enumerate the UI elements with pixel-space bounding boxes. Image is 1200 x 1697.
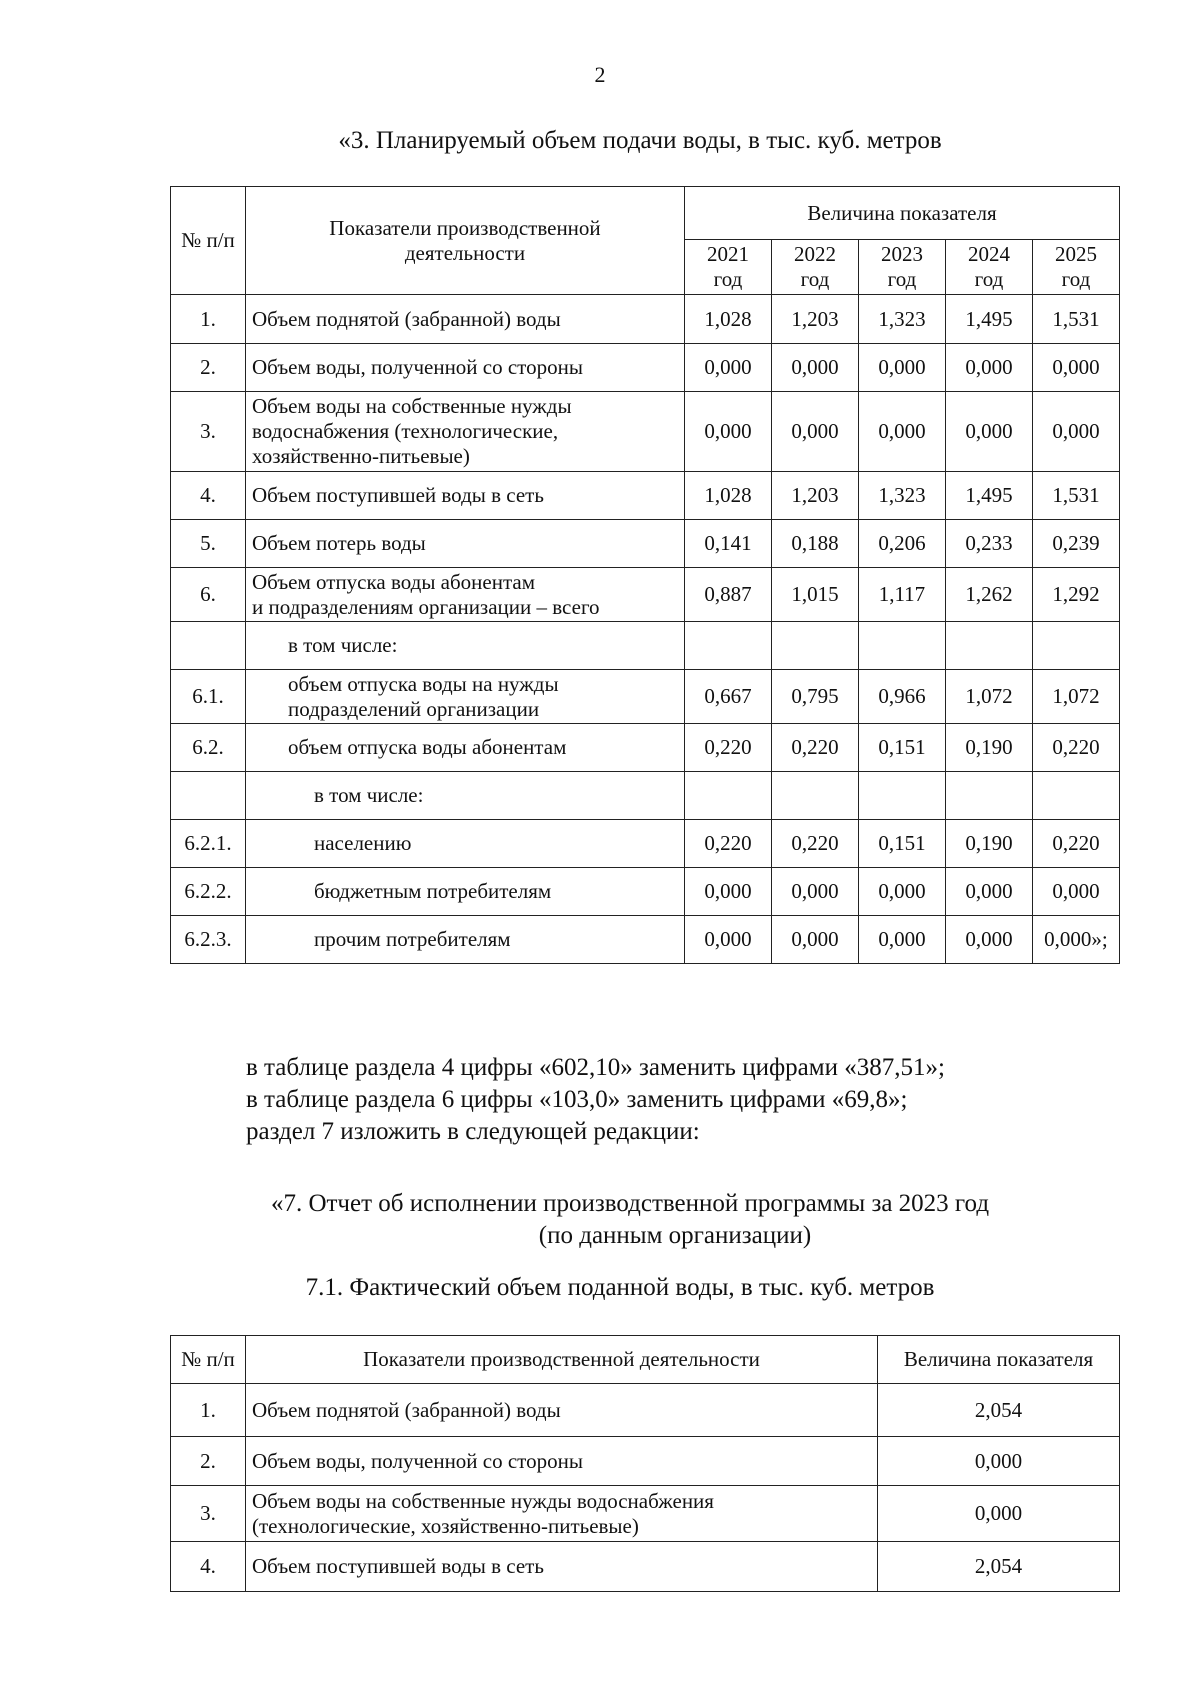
row-indicator-line: прочим потребителям <box>314 927 511 951</box>
row-indicator-line: Объем воды на собственные нужды <box>252 394 572 418</box>
table2-title: 7.1. Фактический объем поданной воды, в тыс. куб. метров <box>305 1274 935 1301</box>
row-value: 1,117 <box>858 568 945 622</box>
row-indicator <box>246 1542 878 1592</box>
row-indicator <box>246 1384 878 1437</box>
actual-water-table <box>170 1335 1120 1592</box>
row-indicator-line: Объем поступившей воды в сеть <box>252 483 544 507</box>
row-indicator-line: подразделений организации <box>288 696 540 721</box>
fact-header-value: Величина показателя <box>878 1336 1120 1384</box>
row-value: 0,000 <box>945 344 1032 392</box>
row-value: 2,054 <box>878 1384 1120 1437</box>
row-value: 1,323 <box>858 295 945 344</box>
row-indicator <box>246 1437 878 1486</box>
row-value: 1,531 <box>1032 472 1119 520</box>
row-value <box>945 772 1032 820</box>
row-number: 6.2.3. <box>171 916 246 964</box>
row-indicator-line: населению <box>314 831 412 855</box>
row-value: 1,495 <box>945 472 1032 520</box>
header-year <box>945 240 1032 295</box>
row-value: 0,151 <box>858 724 945 772</box>
table-row <box>171 820 1120 868</box>
row-indicator-line: в том числе: <box>314 783 424 807</box>
row-number: 1. <box>171 1384 246 1437</box>
row-number <box>171 772 246 820</box>
row-indicator-line: бюджетным потребителям <box>314 879 552 903</box>
header-year <box>771 240 858 295</box>
section7-title-line2: (по данным организации) <box>538 1222 812 1249</box>
row-value: 1,028 <box>684 472 771 520</box>
amendment-text <box>246 1052 1146 1148</box>
row-value: 0,000 <box>945 868 1032 916</box>
row-indicator <box>246 670 685 724</box>
row-value: 0,000 <box>858 868 945 916</box>
row-value: 0,190 <box>945 724 1032 772</box>
header-year <box>1032 240 1119 295</box>
row-value: 0,000 <box>684 344 771 392</box>
row-indicator <box>246 820 685 868</box>
header-year <box>684 240 771 295</box>
row-value: 0,220 <box>771 724 858 772</box>
row-indicator-line: объем отпуска воды на нужды <box>288 671 559 696</box>
header-indicator <box>246 187 685 295</box>
row-value: 1,028 <box>684 295 771 344</box>
row-value: 0,206 <box>858 520 945 568</box>
row-number: 1. <box>171 295 246 344</box>
row-number: 5. <box>171 520 246 568</box>
row-value: 0,000 <box>878 1437 1120 1486</box>
page-number: 2 <box>594 62 606 87</box>
row-value: 0,000 <box>684 916 771 964</box>
table1-title: «3. Планируемый объем подачи воды, в тыс. куб. метров <box>338 127 942 154</box>
row-indicator <box>246 472 685 520</box>
row-value: 0,220 <box>684 820 771 868</box>
header-year-unit: год <box>974 267 1004 291</box>
row-indicator <box>246 392 685 472</box>
row-value <box>771 772 858 820</box>
row-indicator <box>246 1486 878 1542</box>
table-row <box>171 1384 1120 1437</box>
row-value: 0,141 <box>684 520 771 568</box>
row-value: 0,000 <box>684 392 771 472</box>
row-value: 0,220 <box>684 724 771 772</box>
header-value-group: Величина показателя <box>684 187 1119 240</box>
table-row <box>171 1542 1120 1592</box>
row-value <box>771 622 858 670</box>
row-indicator-line: Объем воды на собственные нужды водоснабжения <box>252 1488 714 1513</box>
row-value: 1,015 <box>771 568 858 622</box>
table-row <box>171 344 1120 392</box>
row-number: 3. <box>171 1486 246 1542</box>
row-indicator-line: Объем поступившей воды в сеть <box>252 1554 544 1578</box>
row-number: 4. <box>171 472 246 520</box>
row-value: 0,000 <box>858 344 945 392</box>
header-year-unit: год <box>800 267 830 291</box>
row-indicator-line: Объем отпуска воды абонентам <box>252 569 536 594</box>
row-number: 6.2.2. <box>171 868 246 916</box>
row-indicator <box>246 772 685 820</box>
row-indicator-line: объем отпуска воды абонентам <box>288 735 567 759</box>
row-value: 1,262 <box>945 568 1032 622</box>
table-row <box>171 392 1120 472</box>
row-indicator <box>246 344 685 392</box>
header-year-number: 2021 <box>706 242 749 266</box>
header-indicator-line2: деятельности <box>404 240 526 265</box>
row-value <box>858 622 945 670</box>
header-year-unit: год <box>887 267 917 291</box>
row-number: 6.1. <box>171 670 246 724</box>
row-indicator-line: Объем потерь воды <box>252 531 426 555</box>
table-row <box>171 472 1120 520</box>
row-value <box>945 622 1032 670</box>
row-number: 6.2.1. <box>171 820 246 868</box>
table-row <box>171 295 1120 344</box>
row-value: 0,151 <box>858 820 945 868</box>
row-indicator <box>246 520 685 568</box>
row-value: 1,072 <box>945 670 1032 724</box>
amendment-line-3: раздел 7 изложить в следующей редакции: <box>246 1118 700 1145</box>
row-value: 1,203 <box>771 472 858 520</box>
row-value: 0,000 <box>771 392 858 472</box>
row-value: 0,000 <box>1032 392 1119 472</box>
header-year-number: 2024 <box>967 242 1010 266</box>
section7-title <box>30 1188 1200 1252</box>
row-value: 0,667 <box>684 670 771 724</box>
row-value: 0,000 <box>771 868 858 916</box>
row-value: 0,190 <box>945 820 1032 868</box>
table-row <box>171 868 1120 916</box>
row-value <box>684 622 771 670</box>
row-indicator-line: водоснабжения (технологические, <box>252 419 559 443</box>
table-row <box>171 622 1120 670</box>
row-value: 0,795 <box>771 670 858 724</box>
row-value: 0,000 <box>945 392 1032 472</box>
row-value: 0,966 <box>858 670 945 724</box>
row-indicator-line: в том числе: <box>288 633 398 657</box>
row-number: 2. <box>171 344 246 392</box>
row-value <box>858 772 945 820</box>
fact-header-indicator: Показатели производственной деятельности <box>246 1336 878 1384</box>
row-number: 6. <box>171 568 246 622</box>
row-value: 0,000 <box>858 392 945 472</box>
row-value: 0,000 <box>771 916 858 964</box>
row-value: 0,887 <box>684 568 771 622</box>
row-indicator <box>246 916 685 964</box>
table-row <box>171 568 1120 622</box>
row-number: 6.2. <box>171 724 246 772</box>
table-row <box>171 772 1120 820</box>
row-value: 0,000 <box>1032 868 1119 916</box>
amendment-line-2: в таблице раздела 6 цифры «103,0» заменить цифрами «69,8»; <box>246 1086 908 1113</box>
header-year-unit: год <box>1061 267 1091 291</box>
row-indicator <box>246 868 685 916</box>
row-indicator-line: (технологические, хозяйственно-питьевые) <box>252 1513 639 1538</box>
row-value: 0,220 <box>771 820 858 868</box>
row-indicator-line: Объем воды, полученной со стороны <box>252 355 583 379</box>
row-value: 0,000 <box>858 916 945 964</box>
row-value: 0,000 <box>878 1486 1120 1542</box>
row-value: 0,233 <box>945 520 1032 568</box>
table-row <box>171 1486 1120 1542</box>
row-value: 0,000 <box>684 868 771 916</box>
row-value: 1,072 <box>1032 670 1119 724</box>
row-indicator <box>246 622 685 670</box>
header-year <box>858 240 945 295</box>
header-year-number: 2023 <box>880 242 923 266</box>
table-row <box>171 670 1120 724</box>
row-value: 0,000»; <box>1032 916 1119 964</box>
header-year-number: 2022 <box>793 242 836 266</box>
section7-title-line1: «7. Отчет об исполнении производственной программы за 2023 год <box>270 1190 990 1217</box>
row-value: 0,220 <box>1032 724 1119 772</box>
row-indicator <box>246 724 685 772</box>
row-indicator <box>246 568 685 622</box>
row-value: 0,000 <box>945 916 1032 964</box>
row-value: 1,495 <box>945 295 1032 344</box>
table-row <box>171 1437 1120 1486</box>
row-value: 0,000 <box>1032 344 1119 392</box>
row-value: 2,054 <box>878 1542 1120 1592</box>
planned-water-table <box>170 186 1120 964</box>
header-year-number: 2025 <box>1054 242 1097 266</box>
header-num: № п/п <box>171 187 246 295</box>
header-year-unit: год <box>713 267 743 291</box>
fact-header-num: № п/п <box>171 1336 246 1384</box>
row-value: 0,220 <box>1032 820 1119 868</box>
row-value: 0,000 <box>771 344 858 392</box>
table-row <box>171 916 1120 964</box>
row-number: 2. <box>171 1437 246 1486</box>
row-value <box>1032 772 1119 820</box>
row-value: 0,239 <box>1032 520 1119 568</box>
header-indicator-line1: Показатели производственной <box>329 215 601 240</box>
amendment-line-1: в таблице раздела 4 цифры «602,10» заменить цифрами «387,51»; <box>246 1054 945 1081</box>
row-number: 4. <box>171 1542 246 1592</box>
row-indicator-line: и подразделениям организации – всего <box>252 594 600 619</box>
row-value: 1,292 <box>1032 568 1119 622</box>
row-number <box>171 622 246 670</box>
table-row <box>171 724 1120 772</box>
row-value <box>1032 622 1119 670</box>
row-number: 3. <box>171 392 246 472</box>
row-value: 0,188 <box>771 520 858 568</box>
row-indicator-line: хозяйственно-питьевые) <box>252 444 470 468</box>
row-indicator <box>246 295 685 344</box>
table-row <box>171 520 1120 568</box>
row-indicator-line: Объем поднятой (забранной) воды <box>252 1397 561 1422</box>
row-value <box>684 772 771 820</box>
row-indicator-line: Объем поднятой (забранной) воды <box>252 306 561 331</box>
row-value: 1,323 <box>858 472 945 520</box>
row-value: 1,203 <box>771 295 858 344</box>
row-indicator-line: Объем воды, полученной со стороны <box>252 1448 583 1473</box>
row-value: 1,531 <box>1032 295 1119 344</box>
